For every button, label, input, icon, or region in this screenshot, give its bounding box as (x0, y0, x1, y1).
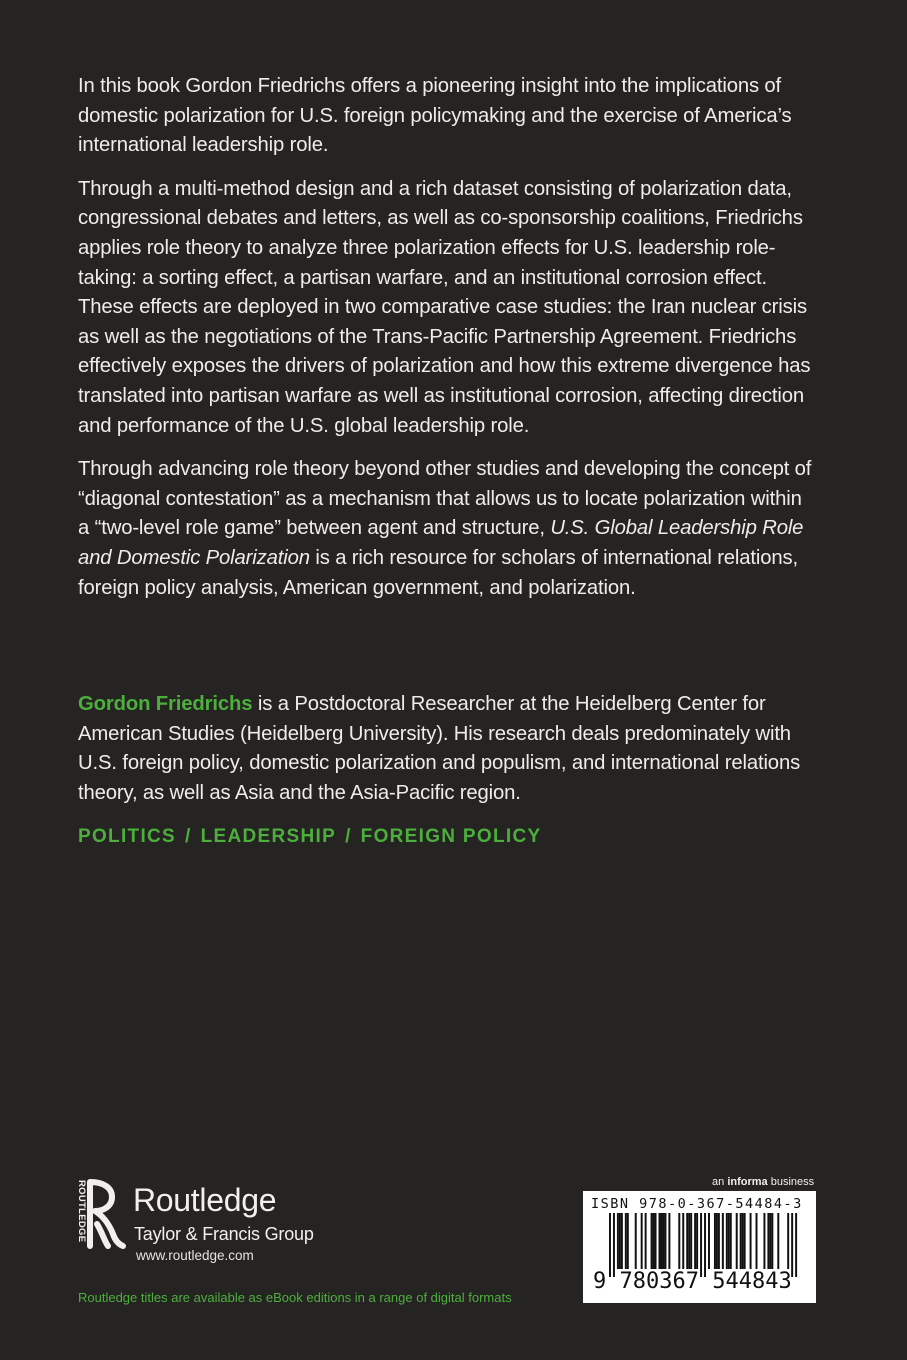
barcode-bar (655, 1213, 657, 1269)
barcode-bar (688, 1213, 690, 1269)
barcode-bar (791, 1213, 793, 1277)
barcode-bar (756, 1213, 758, 1269)
informa-suffix: business (770, 1176, 815, 1188)
barcode-bar (726, 1213, 728, 1269)
vertical-routledge-text: ROUTLEDGE (76, 1180, 87, 1243)
barcode-bar (730, 1213, 732, 1269)
description-paragraph-2: Through a multi-method design and a rich dataset consisting of polarization data, congressional debates and letters, as well as co-sponsorship coalitions, Friedrichs applies role theory to analyze three polarization effects for U.S. leadership role-taking: a sorting effect, a partisan warfare, and an institutional corrosion effect. These effects are deployed in two comparative case studies: the Iran nuclear crisis as well as the negotiations of the Trans-Pacific Partnership Agreement. Friedrichs effectively exposes the drivers of polarization and how this extreme divergence has translated into partisan warfare as well as institutional corrosion, affecting direction and performance of the U.S. global leadership role. (78, 177, 811, 437)
barcode-bar (625, 1213, 627, 1269)
barcode-bar (664, 1213, 666, 1269)
informa-prefix: an (712, 1176, 725, 1188)
isbn-barcode (583, 1191, 816, 1303)
barcode-bar (736, 1213, 738, 1269)
barcode-bar (787, 1213, 789, 1269)
subject-categories (78, 826, 541, 848)
barcode-bar (708, 1213, 710, 1269)
publisher-url[interactable]: www.routledge.com (136, 1248, 254, 1263)
subject-separator: / (185, 826, 192, 847)
barcode-bar (668, 1213, 670, 1269)
barcode-bar (750, 1213, 752, 1269)
barcode-bar (613, 1213, 615, 1277)
barcode-bar (619, 1213, 621, 1269)
ean-first-digit: 9 (593, 1269, 607, 1294)
barcode-bar (714, 1213, 716, 1269)
ean-right-group: 544843 (712, 1269, 792, 1294)
barcode-bar (651, 1213, 653, 1269)
barcode-bar (722, 1213, 724, 1269)
barcode-bar (728, 1213, 730, 1269)
barcode-bar (769, 1213, 771, 1269)
ean-left-group: 780367 (619, 1269, 699, 1294)
barcode-bar (696, 1213, 698, 1269)
isbn-label: ISBN 978-0-367-54484-3 (591, 1196, 803, 1212)
subject-foreign-policy: FOREIGN POLICY (360, 826, 542, 847)
barcode-bar (641, 1213, 643, 1269)
paragraph-3-start: Through advancing role theory beyond other studies and developing the concept of “diagonal contestation” as a mechanism that allows us to locate polarization within a “two-level role game” between agent and structure, (78, 458, 812, 540)
barcode-bar (700, 1213, 702, 1277)
barcode-bar (716, 1213, 718, 1269)
barcode-bar (662, 1213, 664, 1269)
barcode-bar (795, 1213, 797, 1277)
barcode-bar (660, 1213, 662, 1269)
barcode-bar (627, 1213, 629, 1269)
author-bio-text: is a Postdoctoral Researcher at the Heidelberg Center for American Studies (Heidelberg University). His research deals predominately with U.S. foreign policy, domestic polarization and populism, and international relations theory, as well as Asia and the Asia-Pacific region. (78, 693, 801, 804)
barcode-bar (742, 1213, 744, 1269)
barcode-bar (763, 1213, 765, 1269)
author-name: Gordon Friedrichs (78, 693, 253, 715)
book-title-italic: U.S. Global Leadership Role and Domestic Polarization (78, 517, 804, 569)
author-bio (78, 690, 828, 808)
routledge-r-logo-icon (68, 1178, 128, 1250)
barcode-bar (767, 1213, 769, 1269)
barcode-bar (694, 1213, 696, 1269)
barcode-bar (718, 1213, 720, 1269)
barcode-bar (621, 1213, 623, 1269)
barcode-bar (704, 1213, 706, 1277)
barcode-bar (740, 1213, 742, 1269)
barcode-bar (690, 1213, 692, 1269)
barcode-bar (659, 1213, 661, 1269)
publisher-group: Taylor & Francis Group (134, 1224, 314, 1244)
informa-brand: informa (727, 1176, 768, 1188)
barcode-bar (635, 1213, 637, 1269)
paragraph-3-end: is a rich resource for scholars of international relations, foreign policy analysis, American government, and polarization. (78, 546, 798, 599)
barcode-bar (682, 1213, 684, 1269)
ean-digits (593, 1269, 792, 1294)
barcode-bar (653, 1213, 655, 1269)
barcode-bar (678, 1213, 680, 1269)
informa-business-tag (712, 1176, 814, 1188)
description-paragraph-3 (78, 455, 818, 603)
description-paragraph-1: In this book Gordon Friedrichs offers a pioneering insight into the implications of domestic polarization for U.S. foreign policymaking and the exercise of America’s international leadership role. (78, 75, 792, 157)
ebook-availability-note: Routledge titles are available as eBook editions in a range of digital formats (78, 1290, 512, 1305)
book-description (78, 72, 818, 617)
subject-leadership: LEADERSHIP (200, 826, 337, 847)
subject-separator: / (345, 826, 352, 847)
barcode-bar (777, 1213, 779, 1269)
barcode-bar (744, 1213, 746, 1269)
subject-politics: POLITICS (78, 826, 177, 847)
barcode-bar (617, 1213, 619, 1269)
barcode-bar (609, 1213, 611, 1277)
barcode-bar (771, 1213, 773, 1269)
routledge-logo (68, 1178, 328, 1263)
barcode-bar (645, 1213, 647, 1269)
barcode-bar (686, 1213, 688, 1269)
publisher-name: Routledge (133, 1182, 277, 1218)
